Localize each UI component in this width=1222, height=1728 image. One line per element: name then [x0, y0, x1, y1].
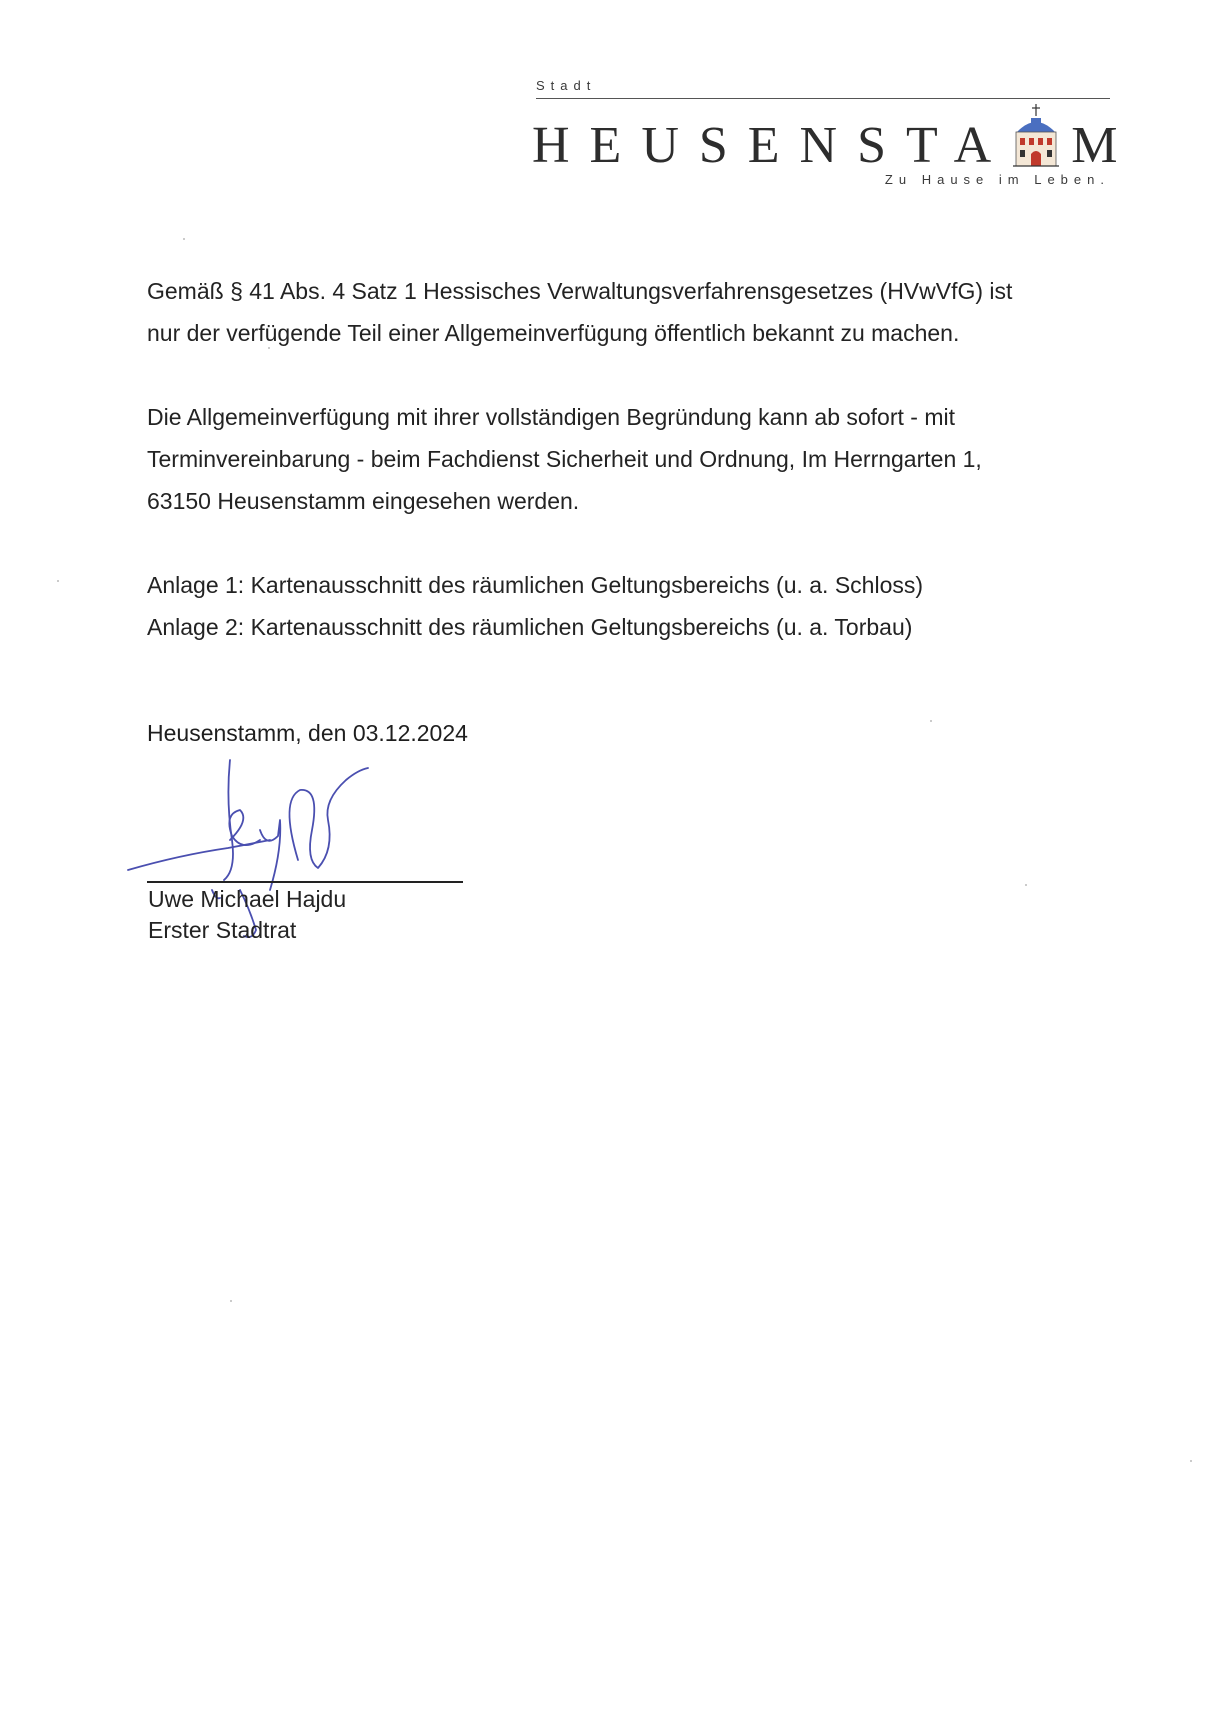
paragraph-legal-basis	[147, 270, 1107, 354]
letterhead	[530, 70, 1120, 200]
scan-speck	[268, 347, 270, 349]
text-line: nur der verfügende Teil einer Allgemeinverfügung öffentlich bekannt zu machen.	[147, 320, 960, 346]
scan-speck	[230, 1300, 232, 1302]
letterhead-city-name	[532, 102, 1117, 174]
text-line: 63150 Heusenstamm eingesehen werden.	[147, 488, 580, 514]
letterhead-rule	[536, 98, 1110, 99]
text-line: Gemäß § 41 Abs. 4 Satz 1 Hessisches Verwaltungsverfahrensgesetzes (HVwVfG) ist	[147, 278, 1013, 304]
castle-emblem-icon	[1011, 102, 1061, 172]
signer-name: Uwe Michael Hajdu	[148, 886, 347, 912]
attachment-item: Anlage 1: Kartenausschnitt des räumlichen Geltungsbereichs (u. a. Schloss)	[147, 572, 924, 598]
scan-speck	[183, 238, 185, 240]
letterhead-tagline: Zu Hause im Leben.	[884, 172, 1110, 187]
signer-block	[148, 884, 346, 946]
scan-speck	[930, 720, 932, 722]
scan-speck	[57, 580, 59, 582]
place-date: Heusenstamm, den 03.12.2024	[147, 720, 468, 746]
letterhead-name-left: HEUSENSTA	[532, 117, 1012, 174]
attachments-list	[147, 564, 1107, 648]
scan-speck	[1190, 1460, 1192, 1462]
letterhead-name-right: M	[1071, 117, 1118, 174]
paragraph-inspection	[147, 396, 1107, 522]
scan-speck	[1025, 884, 1027, 886]
document-body	[147, 270, 1107, 648]
attachment-item: Anlage 2: Kartenausschnitt des räumlichen Geltungsbereichs (u. a. Torbau)	[147, 614, 913, 640]
signature-line	[147, 881, 463, 883]
letterhead-stadt: Stadt	[536, 78, 597, 93]
text-line: Terminvereinbarung - beim Fachdienst Sicherheit und Ordnung, Im Herrngarten 1,	[147, 446, 982, 472]
signer-title: Erster Stadtrat	[148, 917, 297, 943]
text-line: Die Allgemeinverfügung mit ihrer vollständigen Begründung kann ab sofort - mit	[147, 404, 955, 430]
